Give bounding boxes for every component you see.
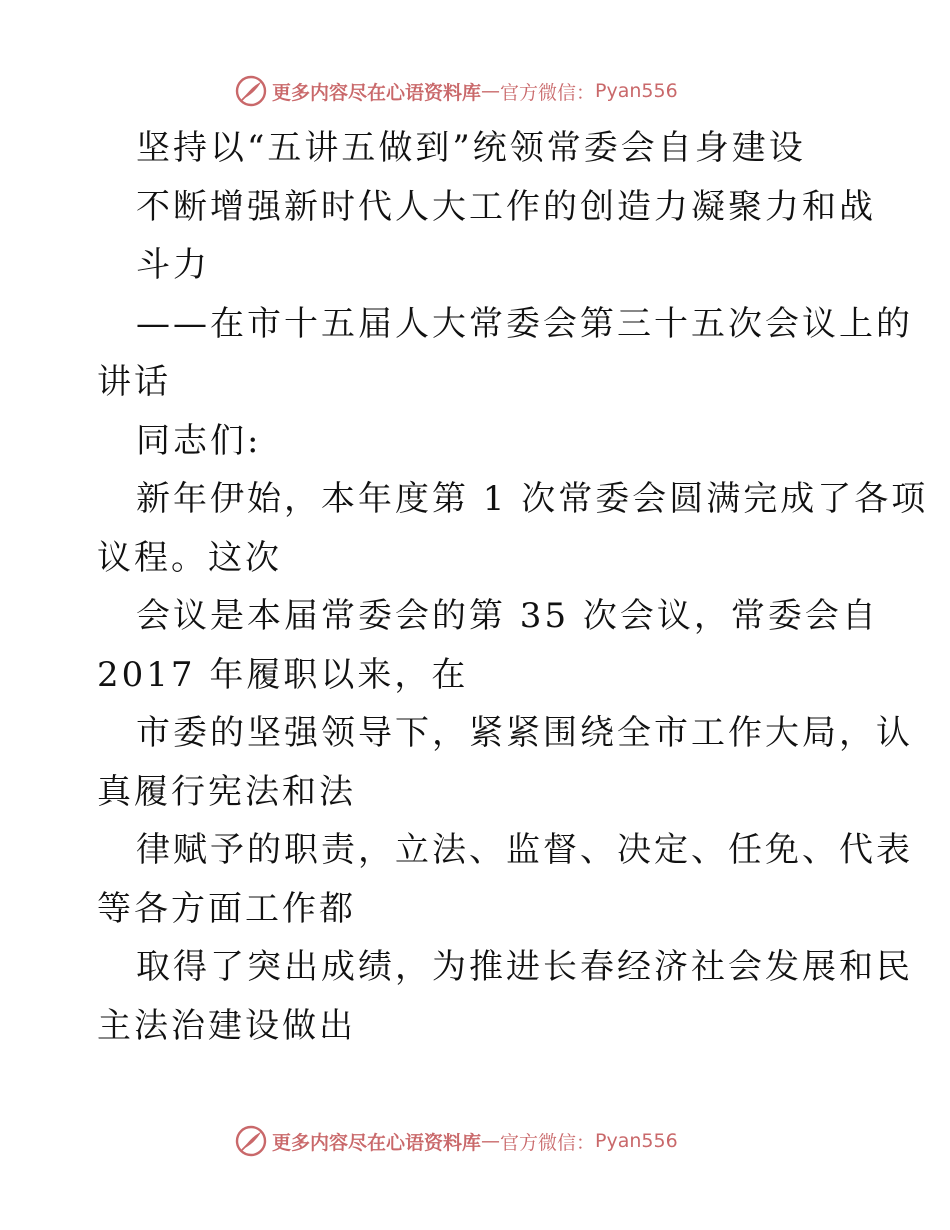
document-body — [97, 119, 929, 1055]
watermark-footer — [234, 1124, 678, 1158]
watermark-wechat-label: 官方微信： — [500, 1131, 596, 1154]
paragraph-line: 议程。这次 — [97, 537, 282, 578]
paragraph-line: 会议是本届常委会的第 35 次会议，常委会自 — [136, 596, 879, 636]
paragraph-line: 市委的坚强领导下，紧紧围绕全市工作大局，认 — [136, 713, 913, 753]
watermark-wechat-id: Pyan556 — [595, 1130, 678, 1152]
title-line-3: 斗力 — [136, 245, 210, 285]
paragraph-line: 2017 年履职以来，在 — [97, 654, 469, 695]
quill-logo-icon — [234, 74, 268, 108]
watermark-wechat-label: 官方微信： — [500, 81, 596, 104]
paragraph-line: 主法治建设做出 — [97, 1005, 356, 1046]
watermark-header — [234, 74, 678, 108]
title-line-2: 不断增强新时代人大工作的创造力凝聚力和战 — [136, 186, 876, 227]
watermark-dash: — — [481, 1130, 501, 1152]
watermark-wechat-id: Pyan556 — [595, 80, 678, 102]
paragraph-line: 取得了突出成绩，为推进长春经济社会发展和民 — [136, 947, 913, 987]
salutation: 同志们: — [136, 420, 262, 461]
title-line-1: 坚持以“五讲五做到”统领常委会自身建设 — [136, 128, 806, 168]
watermark-text: 更多内容尽在心语资料库 — [272, 1131, 482, 1154]
quill-logo-icon — [234, 1124, 268, 1158]
subtitle-line-2: 讲话 — [97, 362, 171, 402]
paragraph-line: 律赋予的职责，立法、监督、决定、任免、代表 — [136, 830, 913, 870]
paragraph-line: 真履行宪法和法 — [97, 771, 356, 812]
subtitle-line-1: ——在市十五届人大常委会第三十五次会议上的 — [136, 303, 913, 344]
watermark-text: 更多内容尽在心语资料库 — [272, 81, 482, 104]
paragraph-line: 等各方面工作都 — [97, 888, 356, 929]
watermark-dash: — — [481, 80, 501, 102]
paragraph-line: 新年伊始，本年度第 1 次常委会圆满完成了各项 — [136, 479, 929, 519]
